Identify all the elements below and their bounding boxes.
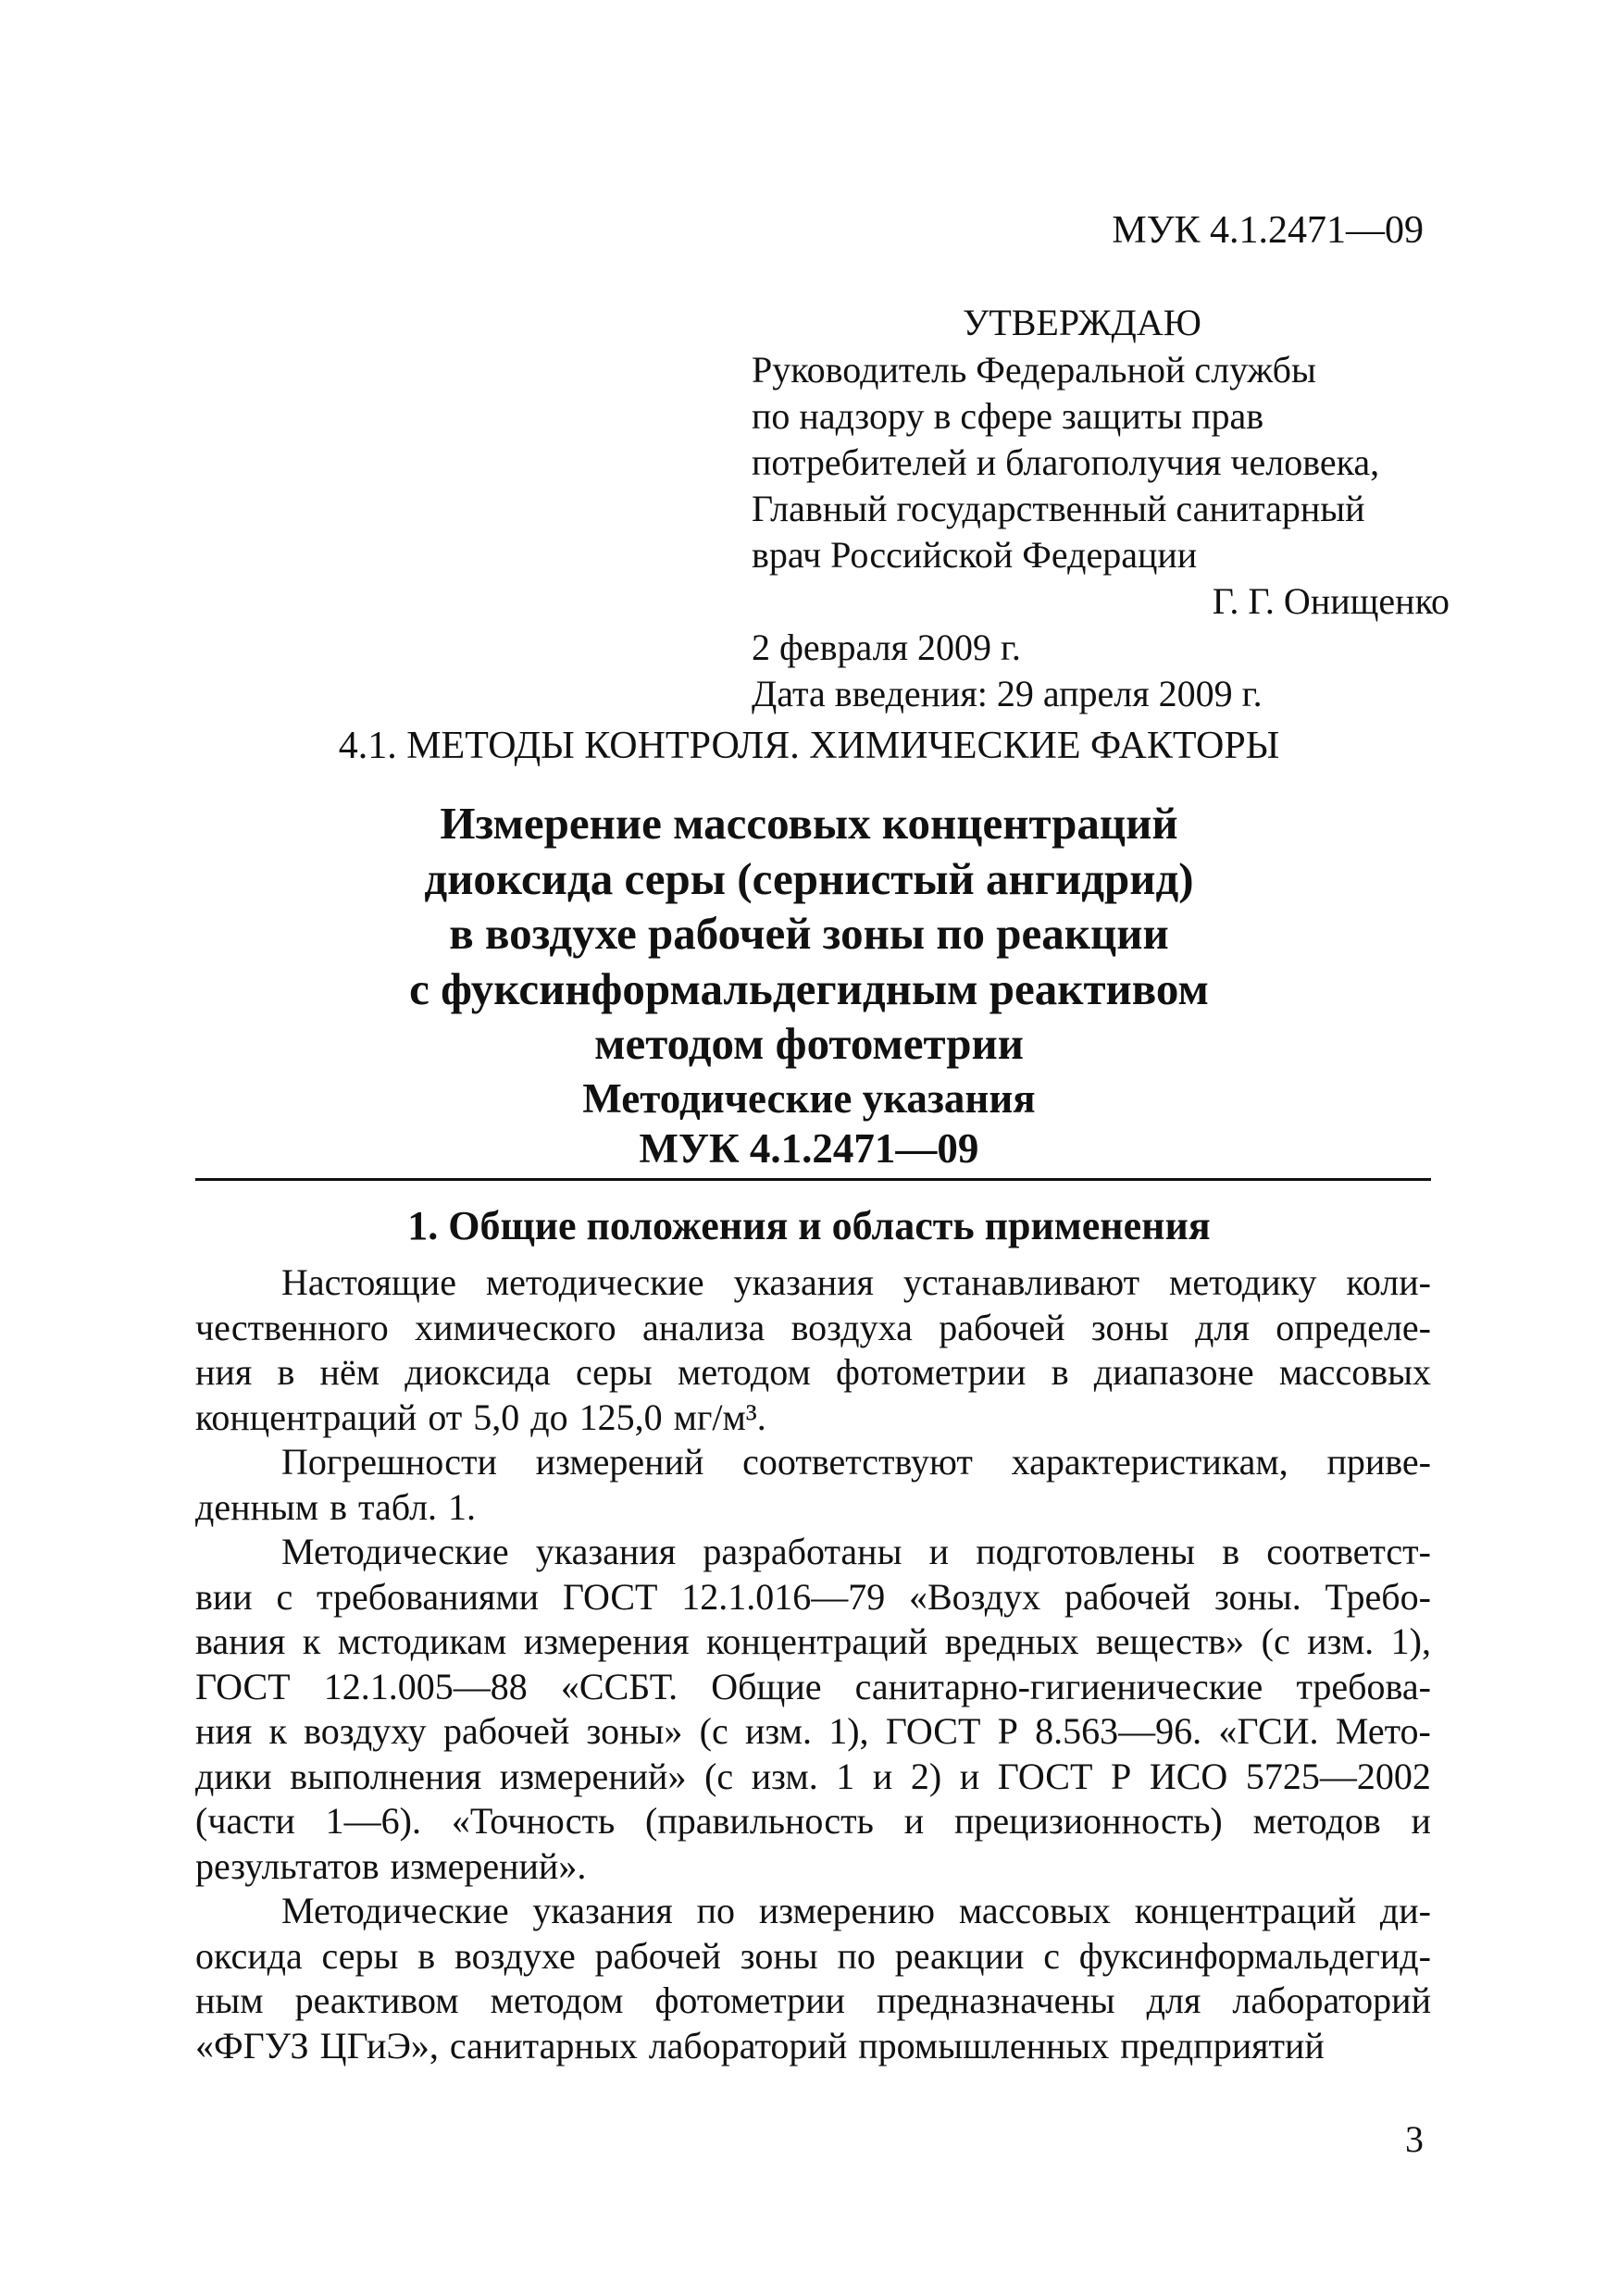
text-line: Методические указания разработаны и подготовлены в соответст- — [281, 1531, 1431, 1572]
approver-name: Г. Г. Онищенко — [1212, 580, 1450, 622]
text-line: Методические указания по измерению массовых концентраций ди- — [281, 1890, 1431, 1931]
approver-position-line: по надзору в сфере защиты прав — [752, 395, 1264, 437]
text-line: дики выполнения измерений» (с изм. 1 и 2) и ГОСТ Р ИСО 5725—2002 — [195, 1755, 1431, 1797]
effective-date: Дата введения: 29 апреля 2009 г. — [752, 673, 1263, 714]
document-code: МУК 4.1.2471—09 — [639, 1125, 979, 1172]
document-category: 4.1. МЕТОДЫ КОНТРОЛЯ. ХИМИЧЕСКИЕ ФАКТОРЫ — [338, 725, 1280, 767]
text-line: оксида серы в воздухе рабочей зоны по реакции с фуксинформальдегид- — [195, 1934, 1431, 1977]
text-line: «ФГУЗ ЦГиЭ», санитарных лабораторий промышленных предприятий — [195, 2024, 1325, 2066]
approval-block — [752, 299, 1455, 717]
approver-position-line: Главный государственный санитарный — [752, 488, 1365, 529]
page-number: 3 — [1405, 2118, 1424, 2160]
text-line: ния к воздуху рабочей зоны» (с изм. 1), ГОСТ Р 8.563—96. «ГСИ. Мето- — [195, 1710, 1431, 1752]
text-line: концентраций от 5,0 до 125,0 мг/м³. — [195, 1396, 766, 1438]
text-line: (части 1—6). «Точность (правильность и прецизионность) методов и — [195, 1800, 1431, 1842]
title-line: диоксида серы (сернистый ангидрид) — [424, 852, 1194, 904]
text-line: вания к мстодикам измерения концентраций вредных веществ» (с изм. 1), — [195, 1620, 1431, 1662]
title-line: с фуксинформальдегидным реактивом — [409, 962, 1209, 1014]
title-line: Измерение массовых концентраций — [440, 798, 1178, 849]
approver-position-line: врач Российской Федерации — [752, 534, 1198, 576]
title-divider — [195, 1178, 1431, 1181]
document-title — [0, 796, 1618, 1072]
paragraph — [195, 1440, 1431, 1530]
document-type: Методические указания — [582, 1075, 1036, 1122]
text-line: чественного химического анализа воздуха рабочей зоны для определе- — [195, 1306, 1431, 1348]
text-line: ния в нём диоксида серы методом фотометрии в диапазоне массовых — [195, 1351, 1431, 1393]
document-type-block — [0, 1074, 1618, 1173]
approver-position-line: Руководитель Федеральной службы — [752, 349, 1316, 391]
text-line: ным реактивом методом фотометрии предназначены для лабораторий — [195, 1980, 1431, 2021]
section-body — [195, 1260, 1431, 2068]
title-line: в воздухе рабочей зоны по реакции — [449, 908, 1169, 959]
approval-title: УТВЕРЖДАЮ — [963, 302, 1201, 343]
paragraph — [195, 1530, 1431, 1889]
approval-date: 2 февраля 2009 г. — [752, 627, 1021, 668]
text-line: денным в табл. 1. — [195, 1485, 477, 1528]
text-line: результатов измерений». — [195, 1844, 587, 1887]
approver-position-line: потребителей и благополучия человека, — [752, 441, 1380, 483]
paragraph — [195, 1260, 1431, 1440]
title-line: методом фотометрии — [594, 1018, 1024, 1069]
section-heading: 1. Общие положения и область применения — [407, 1203, 1211, 1248]
text-line: Настоящие методические указания устанавливают методику коли- — [281, 1261, 1431, 1303]
text-line: вии с требованиями ГОСТ 12.1.016—79 «Воздух рабочей зоны. Требо- — [195, 1575, 1431, 1618]
text-line: ГОСТ 12.1.005—88 «ССБТ. Общие санитарно-гигиенические требова- — [195, 1665, 1431, 1707]
paragraph — [195, 1889, 1431, 2068]
document-code-header: МУК 4.1.2471—09 — [1112, 209, 1424, 252]
text-line: Погрешности измерений соответствуют характеристикам, приве- — [281, 1441, 1431, 1483]
